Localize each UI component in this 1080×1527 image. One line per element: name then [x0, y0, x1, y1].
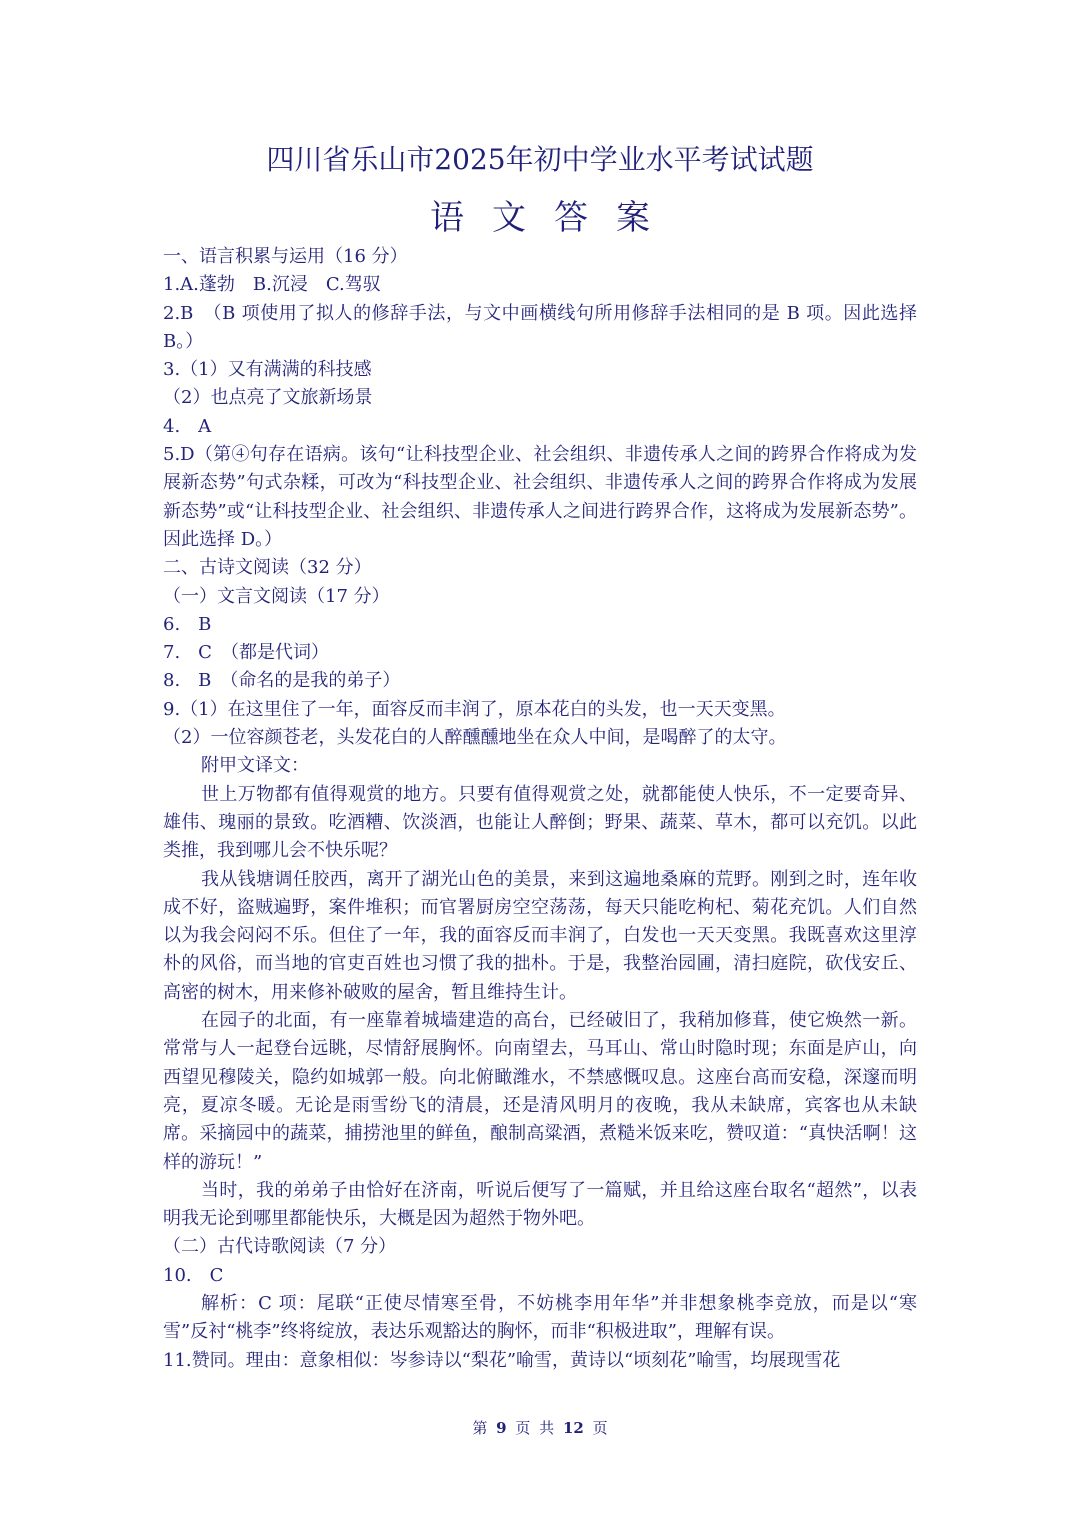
text-line: 8. B （命名的是我的弟子） [163, 670, 401, 692]
text-line: （二）古代诗歌阅读（7 分） [163, 1236, 397, 1258]
answer-content [163, 243, 917, 1375]
text-line: 3.（1）又有满满的科技感 [163, 359, 372, 381]
text-line: 附甲文译文： [201, 755, 309, 777]
text-line: 1.A.蓬勃 B.沉浸 C.驾驭 [163, 274, 381, 296]
text-line: 我从钱塘调任胶西，离开了湖光山色的美景，来到这遍地桑麻的荒野。刚到之时，连年收成不好，盗贼遍野，案件堆积；而官署厨房空空荡荡，每天只能吃枸杞、菊花充饥。人们自然以为我会闷闷不乐。但住了一年，我的面容反而丰润了，白发也一天天变黑。我既喜欢这里淳朴的风俗，而当地的官吏百姓也习惯了我的拙朴。于是，我整治园圃，清扫庭院，砍伐安丘、高密的树木，用来修补破败的屋舍，暂且维持生计。 [163, 868, 917, 1003]
text-line: 当时，我的弟弟子由恰好在济南，听说后便写了一篇赋，并且给这座台取名“超然”，以表明我无论到哪里都能快乐，大概是因为超然于物外吧。 [163, 1179, 917, 1230]
text-line: 11.赞同。理由：意象相似：岑参诗以“梨花”喻雪，黄诗以“顷刻花”喻雪，均展现雪花 [163, 1349, 841, 1371]
text-line: （一）文言文阅读（17 分） [163, 585, 390, 607]
footer-prefix: 第 [472, 1419, 488, 1437]
text-line: （2）也点亮了文旅新场景 [163, 387, 373, 409]
text-line: 6. B [163, 613, 212, 635]
text-line: 9.（1）在这里住了一年，面容反而丰润了，原本花白的头发，也一天天变黑。 [163, 698, 786, 720]
text-line: 10. C [163, 1264, 224, 1286]
text-line: 5.D（第④句存在语病。该句“让科技型企业、社会组织、非遗传承人之间的跨界合作将成为发展新态势”句式杂糅，可改为“科技型企业、社会组织、非遗传承人之间的跨界合作将成为发展新态势”或“让科技型企业、社会组织、非遗传承人之间进行跨界合作，这将成为发展新态势”。因此选择 D。） [163, 444, 917, 550]
page-footer [0, 1416, 1080, 1440]
exam-title: 四川省乐山市2025年初中学业水平考试试题 [266, 143, 814, 176]
footer-middle: 页 共 [515, 1419, 555, 1437]
text-line: （2）一位容颜苍老，头发花白的人醉醺醺地坐在众人中间，是喝醉了的太守。 [163, 727, 787, 749]
text-line: 解析：C 项：尾联“正使尽情寒至骨，不妨桃李用年华”并非想象桃李竞放，而是以“寒雪”反衬“桃李”终将绽放，表达乐观豁达的胸怀，而非“积极进取”，理解有误。 [163, 1292, 917, 1343]
text-line: 4. A [163, 415, 212, 437]
answer-title: 语文答案 [430, 198, 678, 238]
text-line: 在园子的北面，有一座靠着城墙建造的高台，已经破旧了，我稍加修葺，使它焕然一新。常常与人一起登台远眺，尽情舒展胸怀。向南望去，马耳山、常山时隐时现；东面是庐山，向西望见穆陵关，隐约如城郭一般。向北俯瞰潍水，不禁感慨叹息。这座台高而安稳，深邃而明亮，夏凉冬暖。无论是雨雪纷飞的清晨，还是清风明月的夜晚，我从未缺席，宾客也从未缺席。采摘园中的蔬菜，捕捞池里的鲜鱼，酿制高粱酒，煮糙米饭来吃，赞叹道：“真快活啊！这样的游玩！” [163, 1010, 917, 1173]
text-line: 世上万物都有值得观赏的地方。只要有值得观赏之处，就都能使人快乐，不一定要奇异、雄伟、瑰丽的景致。吃酒糟、饮淡酒，也能让人醉倒；野果、蔬菜、草木，都可以充饥。以此类推，我到哪儿会不快乐呢？ [163, 783, 917, 862]
text-line: 7. C （都是代词） [163, 642, 329, 664]
text-line: 2.B （B 项使用了拟人的修辞手法，与文中画横线句所用修辞手法相同的是 B 项。因此选择 B。） [163, 302, 917, 352]
footer-total-pages: 12 [562, 1419, 584, 1437]
text-line: 一、语言积累与运用（16 分） [163, 246, 408, 267]
footer-suffix: 页 [592, 1419, 608, 1437]
footer-page-number: 9 [496, 1419, 507, 1437]
text-line: 二、古诗文阅读（32 分） [163, 557, 372, 579]
